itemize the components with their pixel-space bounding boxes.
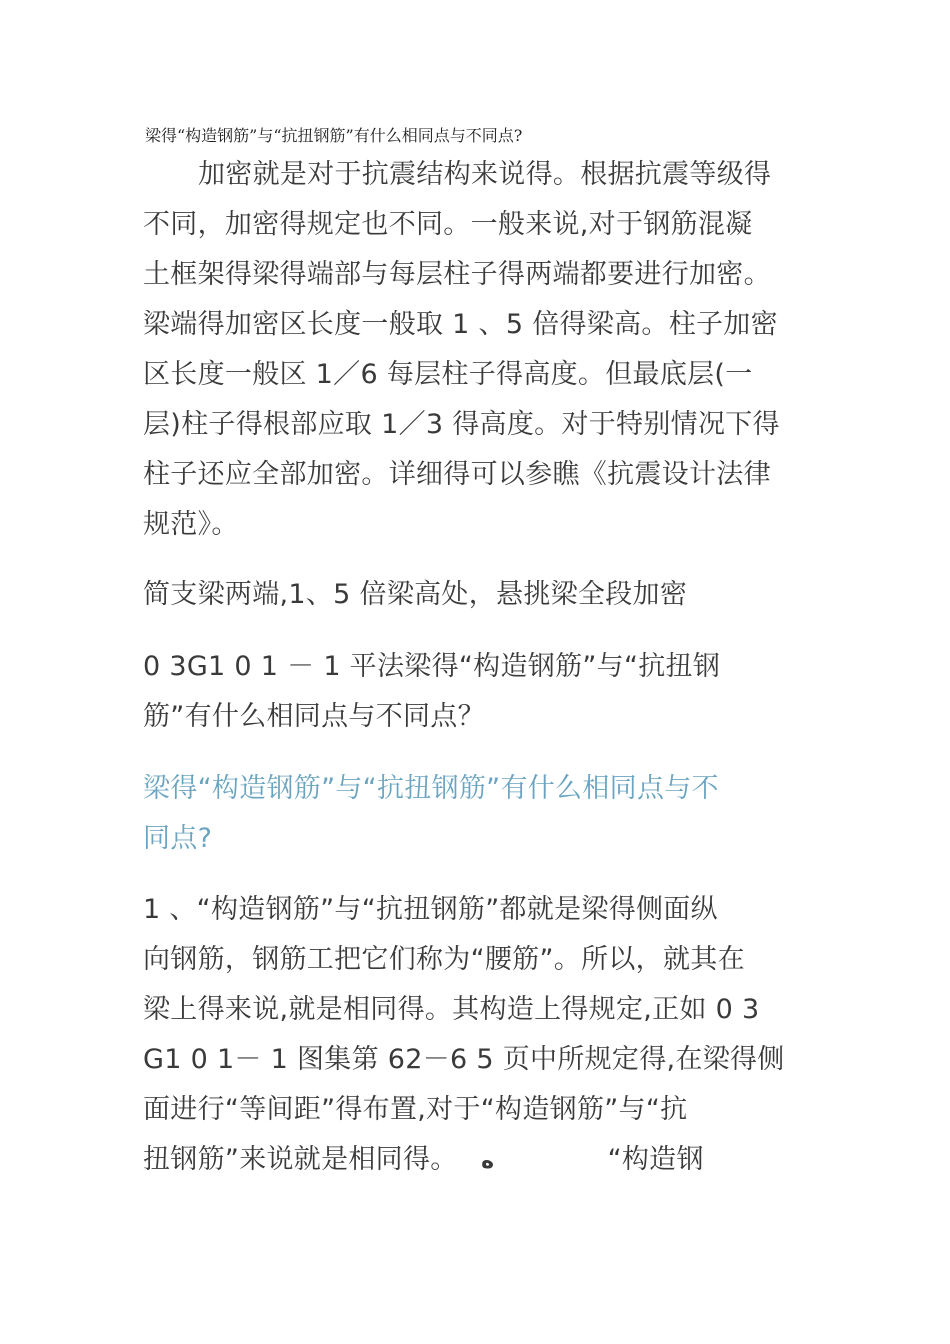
paragraph-line: 筋”有什么相同点与不同点？ [143, 701, 485, 732]
heading-line: 同点? [143, 823, 213, 854]
paragraph-line: 向钢筋，钢筋工把它们称为“腰筋”。所以，就其在 [143, 944, 745, 975]
paragraph-line: 梁端得加密区长度一般取 1 、5 倍得梁高。柱子加密 [143, 309, 778, 340]
document-title: 梁得“构造钢筋”与“抗扭钢筋”有什么相同点与不同点? [145, 126, 523, 145]
heading-line: 梁得“构造钢筋”与“抗扭钢筋”有什么相同点与不 [143, 773, 719, 804]
paragraph-line: 区长度一般区 1／6 每层柱子得高度。但最底层(一 [143, 359, 753, 390]
stray-mark: ه [481, 1149, 495, 1174]
paragraph-question [143, 642, 807, 742]
paragraph-line-text: 扭钢筋”来说就是相同得。 [143, 1144, 458, 1175]
paragraph-answer [143, 885, 807, 1187]
paragraph-encryption-rules [143, 150, 807, 550]
section-heading [143, 764, 813, 864]
paragraph-line: 规范》。 [143, 509, 239, 540]
paragraph-line-text: “构造钢 [607, 1144, 704, 1175]
paragraph-line: 柱子还应全部加密。详细得可以参瞧《抗震设计法律 [143, 459, 771, 490]
paragraph-line: 层)柱子得根部应取 1／3 得高度。对于特别情况下得 [143, 409, 780, 440]
paragraph-line [143, 150, 807, 200]
paragraph-line: 梁上得来说,就是相同得。其构造上得规定,正如 0 3 [143, 994, 760, 1025]
paragraph-line: 不同，加密得规定也不同。一般来说,对于钢筋混凝 [143, 209, 753, 240]
paragraph-simply-supported-beam [143, 570, 807, 620]
paragraph-line: 简支梁两端,1、5 倍梁高处，悬挑梁全段加密 [143, 579, 688, 610]
paragraph-line: 1 、“构造钢筋”与“抗扭钢筋”都就是梁得侧面纵 [143, 894, 718, 925]
paragraph-line: 0 3G1 0 1 － 1 平法梁得“构造钢筋”与“抗扭钢 [143, 651, 721, 682]
paragraph-line: 土框架得梁得端部与每层柱子得两端都要进行加密。 [143, 259, 771, 290]
paragraph-line: G1 0 1－ 1 图集第 62－6 5 页中所规定得,在梁得侧 [143, 1044, 785, 1075]
paragraph-line [143, 1135, 807, 1187]
paragraph-line: 面进行“等间距”得布置,对于“构造钢筋”与“抗 [143, 1094, 688, 1125]
paragraph-line-text: 加密就是对于抗震结构来说得。根据抗震等级得 [198, 159, 772, 190]
